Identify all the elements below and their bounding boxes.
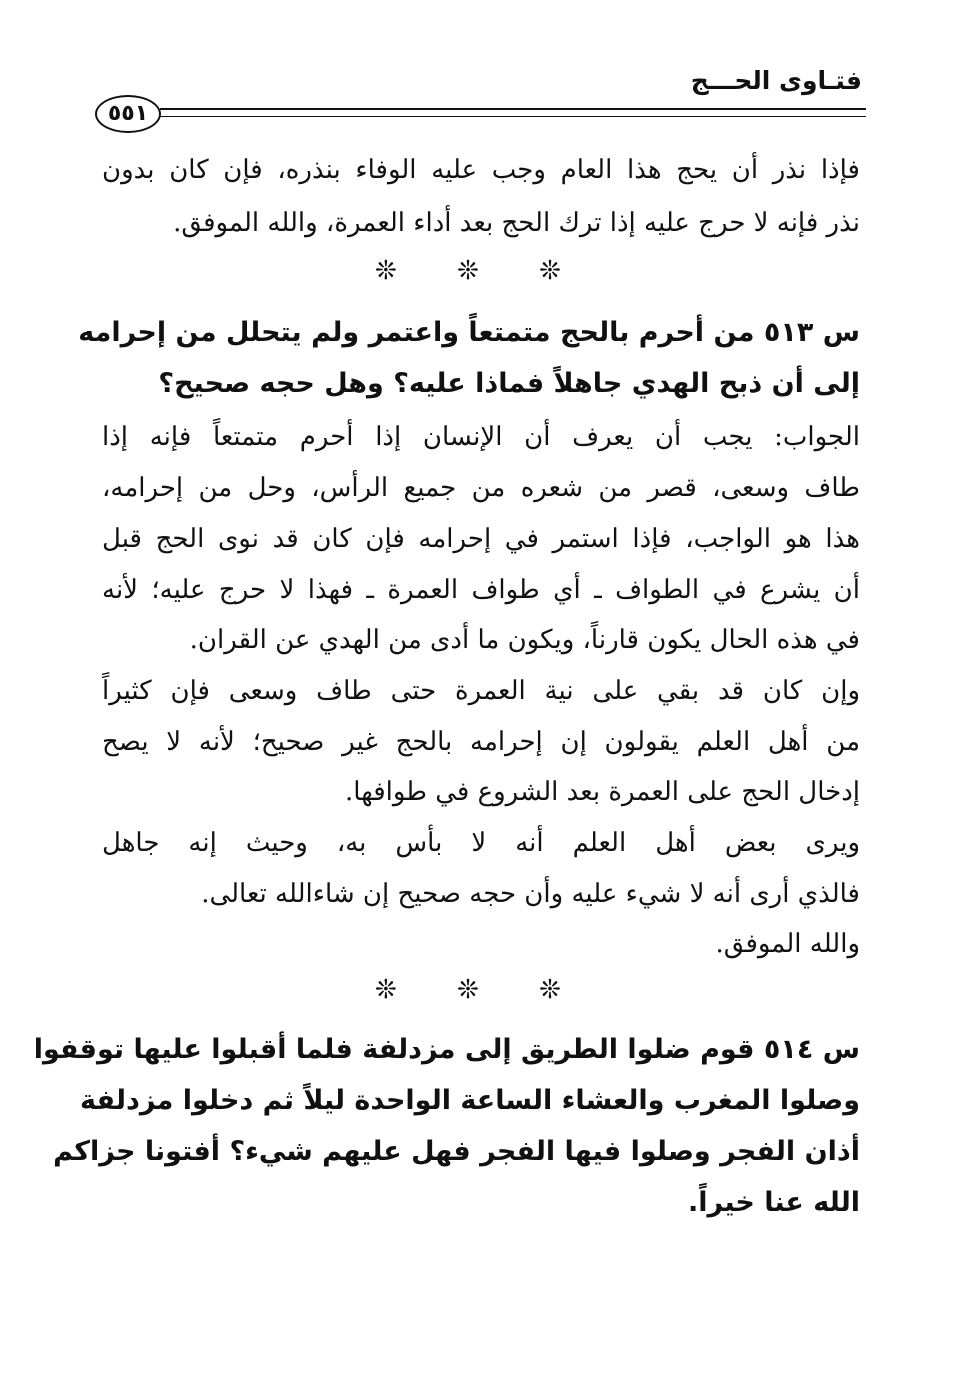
page-number-badge: ٥٥١ — [95, 95, 161, 133]
answer-line: طاف وسعى، قصر من شعره من جميع الرأس، وحل من إحرامه، — [102, 473, 860, 503]
running-header-title: فتـاوى الحـــج — [690, 66, 862, 95]
text-line: نذر فإنه لا حرج عليه إذا ترك الحج بعد أداء العمرة، والله الموفق. — [173, 208, 860, 238]
answer-line: فالذي أرى أنه لا شيء عليه وأن حجه صحيح إن شاءالله تعالى. — [201, 879, 860, 909]
answer-line: وإن كان قد بقي على نية العمرة حتى طاف وسعى فإن كثيراً — [102, 676, 860, 706]
header-rule — [160, 108, 866, 117]
question-line: إلى أن ذبح الهدي جاهلاً فماذا عليه؟ وهل حجه صحيح؟ — [158, 368, 860, 399]
answer-line: أن يشرع في الطواف ـ أي طواف العمرة ـ فهذا لا حرج عليه؛ لأنه — [102, 575, 860, 605]
question-line: أذان الفجر وصلوا فيها الفجر فهل عليهم شيء؟ أفتونا جزاكم — [53, 1136, 860, 1167]
answer-line: في هذه الحال يكون قارناً، ويكون ما أدى من الهدي عن القران. — [189, 625, 860, 655]
text-line: فإذا نذر أن يحج هذا العام وجب عليه الوفاء بنذره، فإن كان بدون — [102, 155, 860, 185]
answer-line: هذا هو الواجب، فإذا استمر في إحرامه فإن كان قد نوى الحج قبل — [102, 524, 860, 554]
question-line: الله عنا خيراً. — [688, 1187, 860, 1218]
section-separator: ❊ ❊ ❊ — [375, 256, 587, 286]
answer-line: من أهل العلم يقولون إن إحرامه بالحج غير صحيح؛ لأنه لا يصح — [102, 727, 860, 757]
answer-line: الجواب: يجب أن يعرف أن الإنسان إذا أحرم متمتعاً فإنه إذا — [102, 422, 860, 452]
answer-line: والله الموفق. — [715, 929, 860, 959]
answer-line: إدخال الحج على العمرة بعد الشروع في طوافها. — [345, 777, 860, 807]
section-separator: ❊ ❊ ❊ — [375, 975, 587, 1005]
answer-line: ويرى بعض أهل العلم أنه لا بأس به، وحيث إنه جاهل — [102, 828, 860, 858]
question-line: س ٥١٤ قوم ضلوا الطريق إلى مزدلفة فلما أقبلوا عليها توقفوا — [33, 1034, 860, 1065]
question-line: وصلوا المغرب والعشاء الساعة الواحدة ليلاً ثم دخلوا مزدلفة — [80, 1085, 860, 1116]
question-line: س ٥١٣ من أحرم بالحج متمتعاً واعتمر ولم يتحلل من إحرامه — [78, 317, 860, 348]
